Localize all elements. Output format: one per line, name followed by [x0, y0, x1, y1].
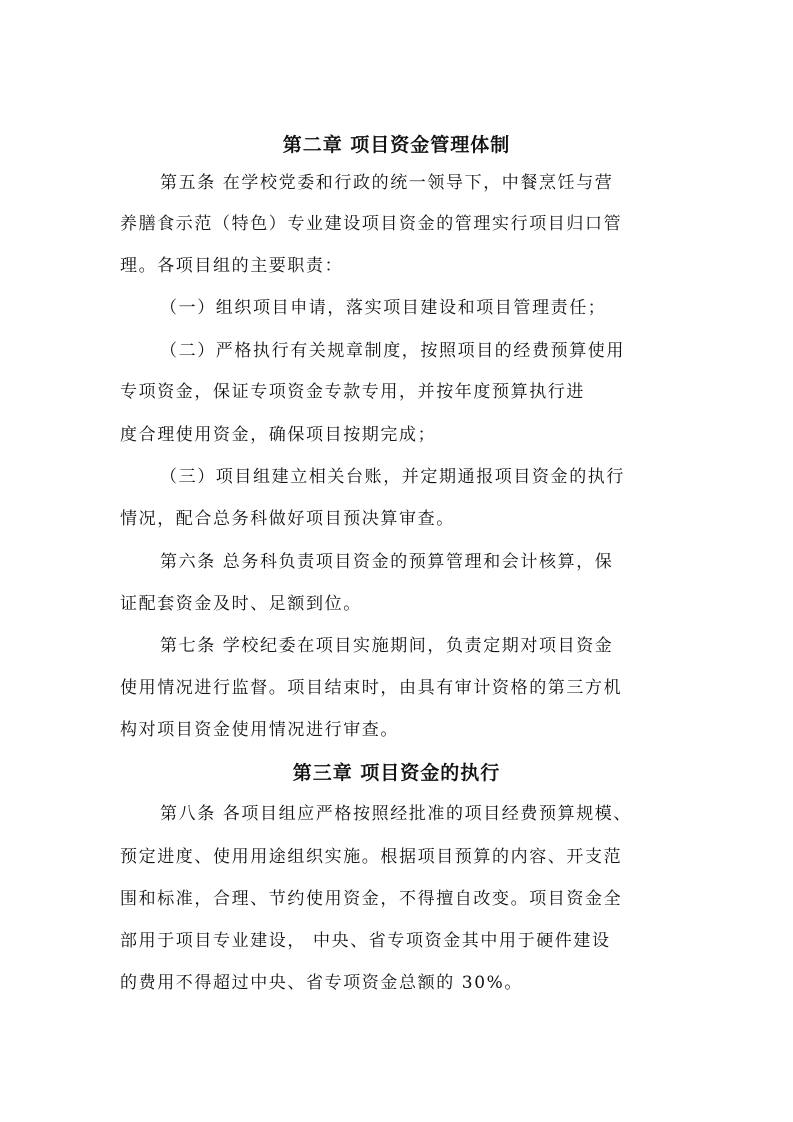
article-7-line-3: 构对项目资金使用情况进行审查。	[120, 720, 399, 740]
duty-item-2-line-3: 度合理使用资金，确保项目按期完成；	[120, 425, 437, 445]
article-6-line-2: 证配套资金及时、足额到位。	[120, 594, 362, 614]
article-5-line-3: 理。各项目组的主要职责：	[120, 256, 344, 276]
article-7-line-2: 使用情况进行监督。项目结束时，由具有审计资格的第三方机	[120, 678, 623, 698]
chapter-2-heading: 第二章 项目资金管理体制	[282, 134, 511, 156]
duty-item-3-line-2: 情况，配合总务科做好项目预决算审查。	[120, 509, 455, 529]
article-7-line-1: 第七条 学校纪委在项目实施期间，负责定期对项目资金	[160, 636, 614, 656]
article-8-line-2: 预定进度、使用用途组织实施。根据项目预算的内容、开支范	[120, 847, 623, 867]
article-5-line-2: 养膳食示范（特色）专业建设项目资金的管理实行项目归口管	[120, 214, 623, 234]
duty-item-2-line-1: （二）严格执行有关规章制度，按照项目的经费预算使用	[160, 341, 625, 361]
duty-item-3-line-1: （三）项目组建立相关台账，并定期通报项目资金的执行	[160, 467, 625, 487]
chapter-3-heading: 第三章 项目资金的执行	[292, 762, 501, 784]
article-5-line-1: 第五条 在学校党委和行政的统一领导下，中餐烹饪与营	[160, 173, 614, 193]
article-8-line-4: 部用于项目专业建设， 中央、省专项资金其中用于硬件建设	[120, 931, 611, 951]
duty-item-2-line-2: 专项资金，保证专项资金专款专用，并按年度预算执行进	[120, 382, 585, 402]
article-6-line-1: 第六条 总务科负责项目资金的预算管理和会计核算，保	[160, 552, 614, 572]
article-8-line-1: 第八条 各项目组应严格按照经批准的项目经费预算规模、	[160, 804, 633, 824]
article-8-line-5: 的费用不得超过中央、省专项资金总额的 30%。	[120, 973, 523, 993]
duty-item-1: （一）组织项目申请，落实项目建设和项目管理责任；	[160, 298, 607, 318]
article-8-line-3: 围和标准，合理、节约使用资金，不得擅自改变。项目资金全	[120, 889, 623, 909]
